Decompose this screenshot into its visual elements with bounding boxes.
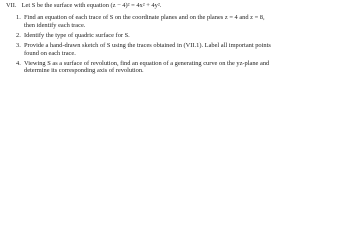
question-item-4 [16, 60, 346, 75]
question-text: Find an equation of each trace of S on the coordinate planes and on the planes z = 4 and z = 8, [24, 14, 265, 21]
question-number: 1. [16, 14, 21, 21]
problem-number: VII. [6, 2, 17, 9]
question-list [16, 14, 346, 78]
question-number: 2. [16, 31, 21, 39]
question-text-continued: determine its corresponding axis of revolution. [24, 67, 144, 75]
question-text: Provide a hand-drawn sketch of S using the traces obtained in (VII.1). Label all important points [24, 41, 271, 49]
question-item-3 [16, 42, 346, 57]
question-text: Viewing S as a surface of revolution, find an equation of a generating curve on the yz-plane and [24, 59, 270, 67]
question-text-continued: found on each trace. [24, 49, 76, 57]
question-item-1 [16, 14, 346, 29]
question-item-2 [16, 32, 346, 40]
problem-header [6, 2, 346, 10]
problem-statement: Let S be the surface with equation (z − 4)² = 4x² + 4y². [21, 2, 162, 9]
question-text-continued: then identify each trace. [24, 21, 86, 29]
question-number: 3. [16, 41, 21, 49]
question-number: 4. [16, 59, 21, 67]
problem-document [0, 0, 350, 89]
question-text: Identify the type of quadric surface for S. [24, 31, 130, 39]
